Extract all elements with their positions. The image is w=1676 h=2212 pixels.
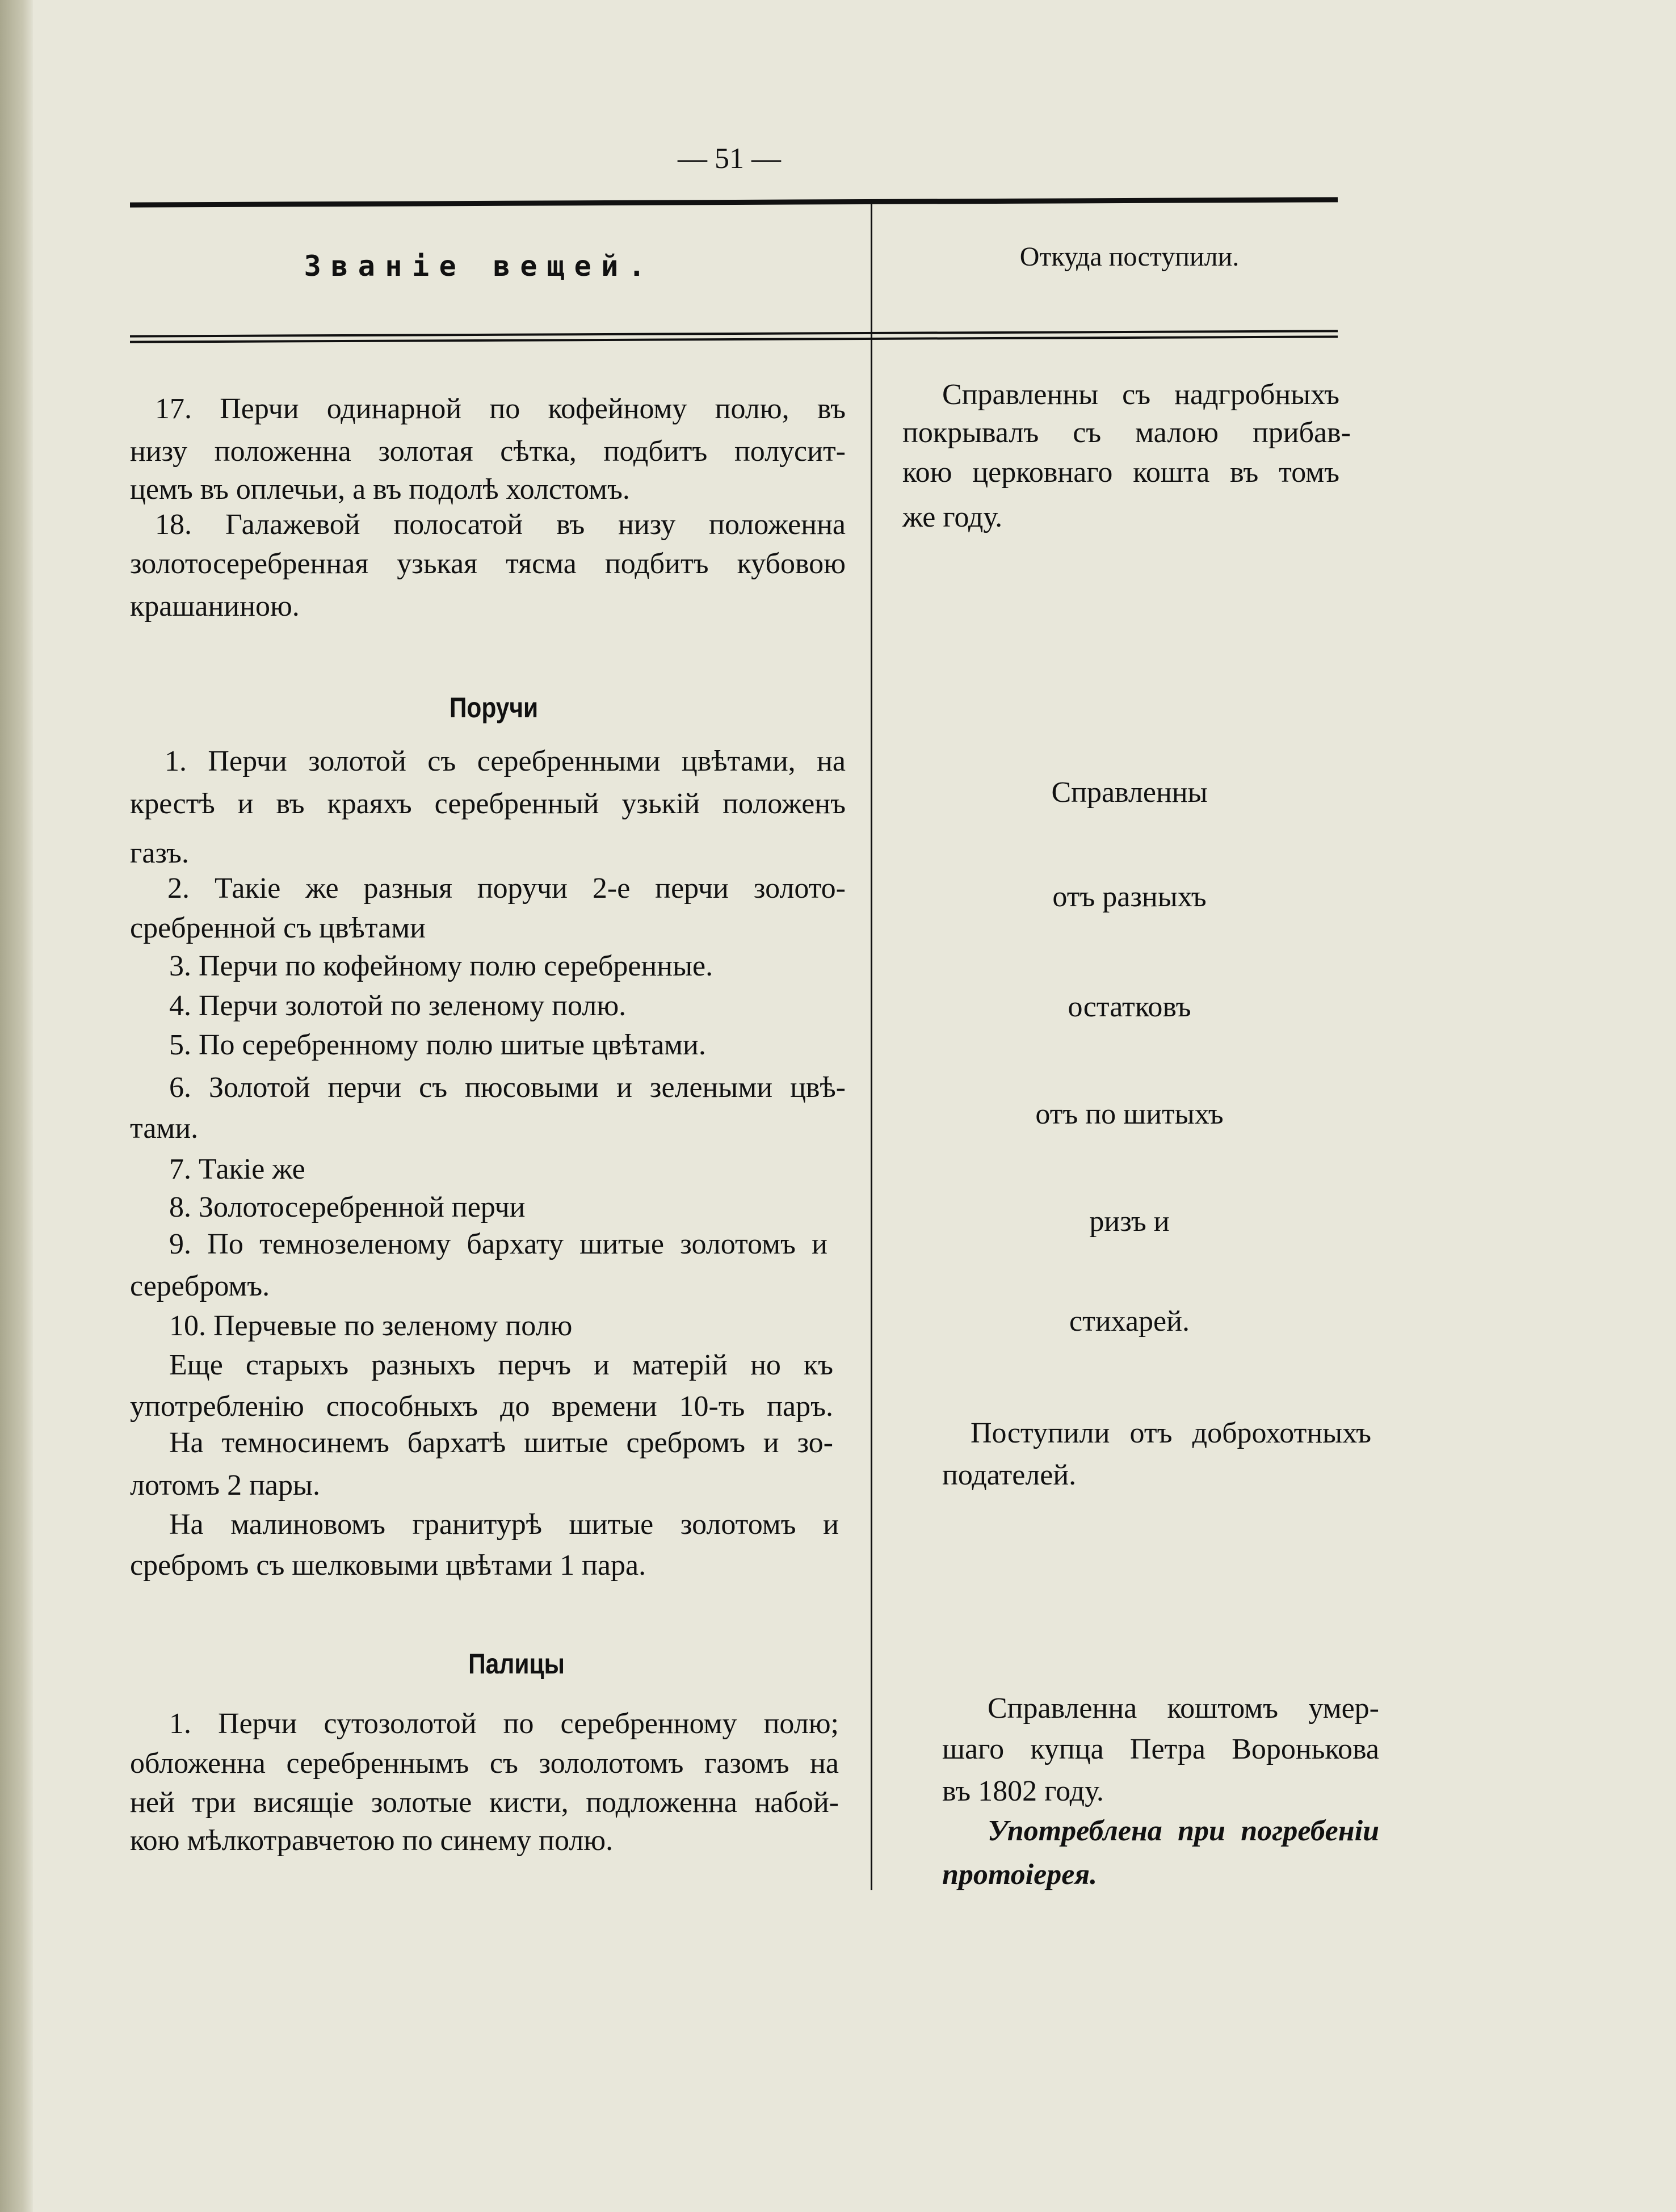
column-divider bbox=[871, 202, 872, 1890]
text-line: Справленны съ надгробныхъ bbox=[942, 379, 1339, 411]
text-line: На темносинемъ бархатѣ шитые сребромъ и зо- bbox=[169, 1427, 833, 1459]
text-line: 1. Перчи сутозолотой по серебренному полю; bbox=[169, 1708, 839, 1740]
text-line: 7. Такіе же bbox=[169, 1153, 305, 1185]
header-double-rule-2 bbox=[130, 335, 1338, 343]
text-line: употребленію способныхъ до времени 10-ть паръ. bbox=[130, 1390, 833, 1423]
text-line: крашаниною. bbox=[130, 590, 300, 623]
page-number: — 51 — bbox=[678, 142, 781, 175]
text-line: 5. По серебренному полю шитые цвѣтами. bbox=[169, 1029, 706, 1061]
section-heading-palitsy: Палицы bbox=[468, 1648, 565, 1680]
text-line: сребромъ съ шелковыми цвѣтами 1 пара. bbox=[130, 1549, 646, 1582]
text-line: Еще старыхъ разныхъ перчъ и матерій но къ bbox=[169, 1349, 833, 1381]
text-line: отъ по шитыхъ bbox=[1035, 1098, 1224, 1130]
text-line-italic: протоіерея. bbox=[942, 1858, 1098, 1891]
column-title-origin: Откуда поступили. bbox=[1019, 242, 1240, 272]
text-line: 17. Перчи одинарной по кофейному полю, въ bbox=[155, 393, 846, 425]
text-line: газъ. bbox=[130, 837, 189, 869]
text-line: низу положенна золотая сѣтка, подбитъ полусит- bbox=[130, 435, 846, 468]
text-line: серебромъ. bbox=[130, 1270, 270, 1302]
text-line: лотомъ 2 пары. bbox=[130, 1469, 320, 1502]
text-line: сребренной съ цвѣтами bbox=[130, 912, 426, 944]
top-thick-rule bbox=[130, 197, 1338, 207]
text-line: стихарей. bbox=[1069, 1305, 1190, 1338]
text-line: ризъ и bbox=[1089, 1205, 1170, 1238]
text-line: 1. Перчи золотой съ серебренными цвѣтами, на bbox=[165, 745, 846, 777]
text-line: 6. Золотой перчи съ пюсовыми и зелеными цвѣ- bbox=[169, 1071, 846, 1104]
text-line: 2. Такіе же разныя поручи 2-е перчи золото- bbox=[167, 872, 846, 905]
text-line: кою церковнаго кошта въ томъ bbox=[902, 456, 1339, 489]
text-line: золотосеребренная узькая тясма подбитъ кубовою bbox=[130, 548, 846, 580]
text-line: шаго купца Петра Воронькова bbox=[942, 1733, 1379, 1765]
text-line: обложенна серебреннымъ съ зололотомъ газомъ на bbox=[130, 1747, 839, 1780]
text-line: 10. Перчевые по зеленому полю bbox=[169, 1310, 573, 1342]
column-title-items: Званіе вещей. bbox=[304, 250, 656, 283]
text-line: Справленны bbox=[1051, 776, 1208, 809]
text-line: 8. Золотосеребренной перчи bbox=[169, 1191, 526, 1223]
text-line: 4. Перчи золотой по зеленому полю. bbox=[169, 990, 627, 1022]
text-line: Справленна коштомъ умер- bbox=[988, 1692, 1379, 1725]
text-line: 9. По темнозеленому бархату шитые золотомъ и bbox=[169, 1228, 828, 1260]
text-line: 3. Перчи по кофейному полю серебренные. bbox=[169, 950, 713, 982]
text-line: Поступили отъ доброхотныхъ bbox=[971, 1417, 1371, 1449]
text-line: цемъ въ оплечьи, а въ подолѣ холстомъ. bbox=[130, 473, 630, 506]
page-edge-shadow bbox=[0, 0, 33, 2212]
text-line: На малиновомъ гранитурѣ шитые золотомъ и bbox=[169, 1508, 839, 1541]
text-line: въ 1802 году. bbox=[942, 1775, 1104, 1807]
section-heading-poruchi: Поручи bbox=[449, 692, 539, 724]
text-line: же году. bbox=[902, 501, 1003, 533]
text-line: тами. bbox=[130, 1112, 199, 1145]
text-line-italic: Употреблена при погребеніи bbox=[988, 1815, 1379, 1847]
text-line: подателей. bbox=[942, 1459, 1077, 1491]
text-line: остатковъ bbox=[1068, 991, 1191, 1023]
text-line: 18. Галажевой полосатой въ низу положенна bbox=[155, 508, 846, 541]
text-line: покрывалъ съ малою прибав- bbox=[902, 417, 1351, 449]
text-line: крестѣ и въ краяхъ серебренный узькій положенъ bbox=[130, 788, 846, 820]
text-line: ней три висящіе золотые кисти, подложенна набой- bbox=[130, 1786, 839, 1819]
text-line: отъ разныхъ bbox=[1052, 881, 1207, 913]
text-line: кою мѣлкотравчетою по синему полю. bbox=[130, 1824, 614, 1857]
